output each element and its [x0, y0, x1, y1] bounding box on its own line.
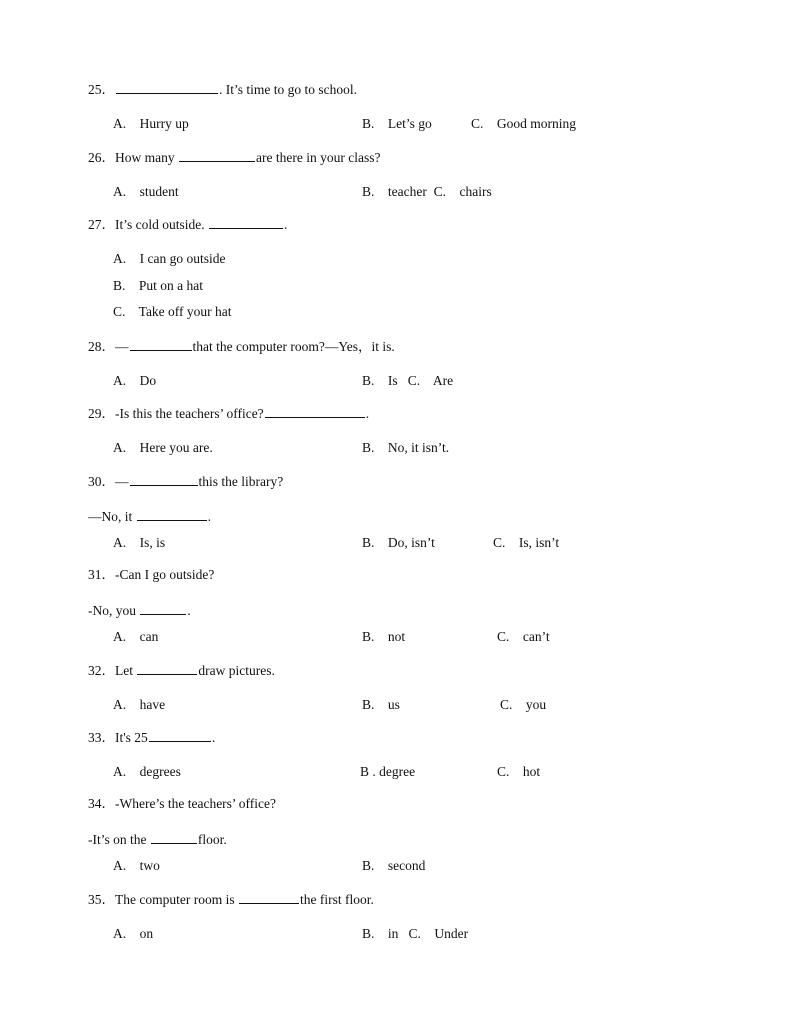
- answer-blank[interactable]: [137, 662, 197, 675]
- option-b[interactable]: B. Do, isn’t: [362, 535, 435, 550]
- answer-blank[interactable]: [209, 216, 283, 229]
- question-32: 32．Let draw pictures.: [88, 663, 275, 678]
- option-a[interactable]: A. I can go outside: [113, 251, 226, 266]
- option-c[interactable]: C. you: [500, 697, 547, 712]
- answer-blank[interactable]: [239, 891, 299, 904]
- option-c[interactable]: C. can’t: [497, 629, 550, 644]
- option-a[interactable]: A. have: [113, 697, 166, 712]
- option-c[interactable]: C. hot: [497, 764, 541, 779]
- option-a[interactable]: A. can: [113, 629, 159, 644]
- answer-blank[interactable]: [130, 473, 198, 486]
- option-c[interactable]: C. Good morning: [471, 116, 577, 131]
- question-35: 35．The computer room is the first floor.: [88, 892, 374, 907]
- option-a[interactable]: A. Do: [113, 373, 157, 388]
- option-b[interactable]: B. Put on a hat: [113, 278, 203, 293]
- option-b[interactable]: B. second: [362, 858, 426, 873]
- answer-blank[interactable]: [116, 81, 218, 94]
- question-25: 25． . It’s time to go to school.: [88, 82, 357, 97]
- option-a[interactable]: A. two: [113, 858, 160, 873]
- option-b[interactable]: B. not: [362, 629, 406, 644]
- question-30-reply: —No, it .: [88, 509, 212, 524]
- option-a[interactable]: A. Hurry up: [113, 116, 189, 131]
- option-b[interactable]: B. Let’s go: [362, 116, 432, 131]
- option-b[interactable]: B. No, it isn’t.: [362, 440, 450, 455]
- question-31: 31．-Can I go outside?: [88, 567, 215, 582]
- option-a[interactable]: A. Here you are.: [113, 440, 213, 455]
- answer-blank[interactable]: [179, 149, 255, 162]
- option-b[interactable]: B. teacher C. chairs: [362, 184, 492, 199]
- answer-blank[interactable]: [151, 831, 197, 844]
- answer-blank[interactable]: [265, 405, 365, 418]
- option-c[interactable]: C. Take off your hat: [113, 304, 232, 319]
- answer-blank[interactable]: [140, 602, 186, 615]
- answer-blank[interactable]: [130, 338, 192, 351]
- option-a[interactable]: A. degrees: [113, 764, 181, 779]
- option-a[interactable]: A. Is, is: [113, 535, 166, 550]
- answer-blank[interactable]: [137, 508, 207, 521]
- question-30: 30．— this the library?: [88, 474, 284, 489]
- question-27: 27．It’s cold outside. .: [88, 217, 288, 232]
- option-b[interactable]: B . degree: [360, 764, 416, 779]
- option-b[interactable]: B. us: [362, 697, 400, 712]
- question-34-reply: -It’s on the floor.: [88, 832, 227, 847]
- option-c[interactable]: C. Is, isn’t: [493, 535, 560, 550]
- question-33: 33．It's 25 .: [88, 730, 216, 745]
- question-28: 28．— that the computer room?—Yes，it is.: [88, 339, 395, 354]
- option-b[interactable]: B. in C. Under: [362, 926, 469, 941]
- option-a[interactable]: A. on: [113, 926, 154, 941]
- question-26: 26．How many are there in your class?: [88, 150, 381, 165]
- option-b[interactable]: B. Is C. Are: [362, 373, 454, 388]
- question-31-reply: -No, you .: [88, 603, 191, 618]
- option-a[interactable]: A. student: [113, 184, 179, 199]
- answer-blank[interactable]: [149, 729, 211, 742]
- question-29: 29．-Is this the teachers’ office? .: [88, 406, 370, 421]
- question-34: 34．-Where’s the teachers’ office?: [88, 796, 277, 811]
